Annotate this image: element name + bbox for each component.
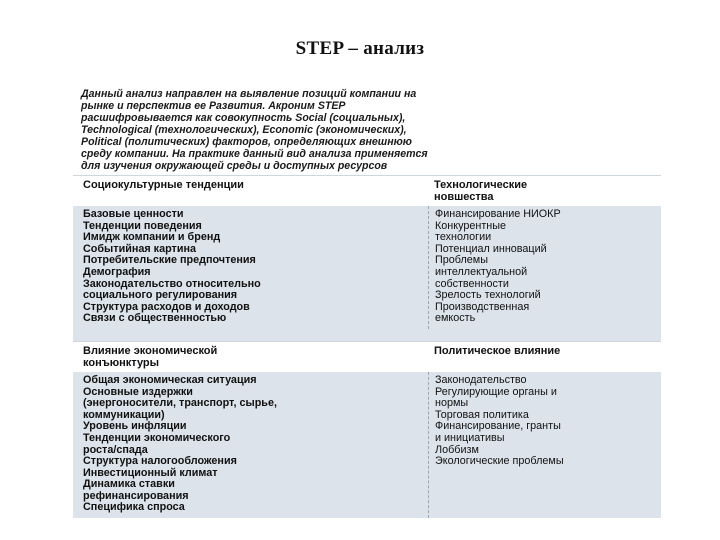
technological-header [428, 176, 661, 206]
list-item: коммуникации) [83, 408, 165, 421]
list-item: Экологические проблемы [435, 455, 564, 468]
list-item: собственности [435, 277, 509, 290]
list-item: Тенденции экономического [83, 431, 231, 444]
list-item: Законодательство относительно [83, 277, 261, 290]
list-item: Торговая политика [435, 408, 529, 421]
section1-body [73, 206, 661, 329]
intro-line: Данный анализ направлен на выявление позиций компании на [81, 88, 417, 100]
technological-list [428, 206, 661, 329]
list-item: Связи с общественностью [83, 312, 227, 325]
intro-line: расшифровывается как совокупность Social (социальных), [81, 112, 406, 124]
intro-line: для изучения окружающей среды и доступных ресурсов [81, 160, 388, 172]
list-item: Финансирование НИОКР [435, 208, 561, 220]
list-item: Законодательство [435, 373, 527, 386]
list-item: Финансирование, гранты [435, 420, 561, 433]
list-item: Зрелость технологий [435, 289, 541, 302]
list-item: Динамика ставки [83, 478, 175, 491]
intro-line: рынке и перспектив ее Развития. Акроним STEP [81, 100, 346, 112]
economic-header [73, 342, 428, 372]
list-item: Тенденции поведения [83, 219, 202, 232]
intro-line: Political (политических) факторов, определяющих внешнюю [81, 136, 412, 148]
list-item: технологии [435, 231, 492, 244]
list-item: Основные издержки [83, 385, 193, 398]
political-list [428, 372, 661, 518]
intro-paragraph [73, 80, 661, 175]
list-item: Потребительские предпочтения [83, 254, 256, 267]
list-item: Лоббизм [435, 443, 479, 456]
section1-header [73, 175, 661, 206]
sociocultural-header: Социокультурные тенденции [83, 179, 244, 191]
header-line: Влияние экономической [83, 344, 218, 357]
sociocultural-list [73, 206, 428, 329]
intro-line: среду компании. На практике данный вид анализа применяется [81, 148, 428, 160]
political-header: Политическое влияние [434, 344, 561, 357]
list-item: Общая экономическая ситуация [83, 373, 257, 386]
list-item: социального регулирования [83, 289, 238, 302]
header-line: новшества [434, 191, 494, 203]
list-item: рефинансирования [83, 489, 189, 502]
step-analysis-document [73, 80, 661, 522]
list-item: Производственная [435, 300, 530, 313]
list-item: Потенциал инноваций [435, 242, 547, 255]
list-item: Конкурентные [435, 219, 507, 232]
list-item: роста/спада [83, 443, 148, 456]
list-item: емкость [435, 312, 476, 325]
list-item: Уровень инфляции [83, 420, 187, 433]
intro-line: Technological (технологических), Economic (экономических), [81, 124, 407, 136]
section2-body [73, 372, 661, 518]
list-item: Специфика спроса [83, 501, 185, 514]
list-item: Инвестиционный климат [83, 466, 218, 479]
header-line: Технологические [434, 179, 528, 191]
list-item: (энергоносители, транспорт, сырье, [83, 397, 277, 410]
list-item: Демография [83, 265, 151, 278]
list-item: Проблемы [435, 254, 488, 267]
slide-title: STEP – анализ [295, 38, 425, 59]
list-item: нормы [435, 397, 469, 410]
list-item: и инициативы [435, 431, 505, 444]
section2-header [73, 341, 661, 372]
list-item: Имидж компании и бренд [83, 231, 221, 244]
section-divider [73, 329, 661, 341]
list-item: Структура налогообложения [83, 455, 237, 468]
header-line: конъюнктуры [83, 356, 160, 369]
list-item: Событийная картина [83, 242, 196, 255]
list-item: интеллектуальной [435, 265, 528, 278]
list-item: Базовые ценности [83, 208, 184, 220]
economic-list [73, 372, 428, 518]
list-item: Регулирующие органы и [435, 385, 557, 398]
list-item: Структура расходов и доходов [83, 300, 250, 313]
